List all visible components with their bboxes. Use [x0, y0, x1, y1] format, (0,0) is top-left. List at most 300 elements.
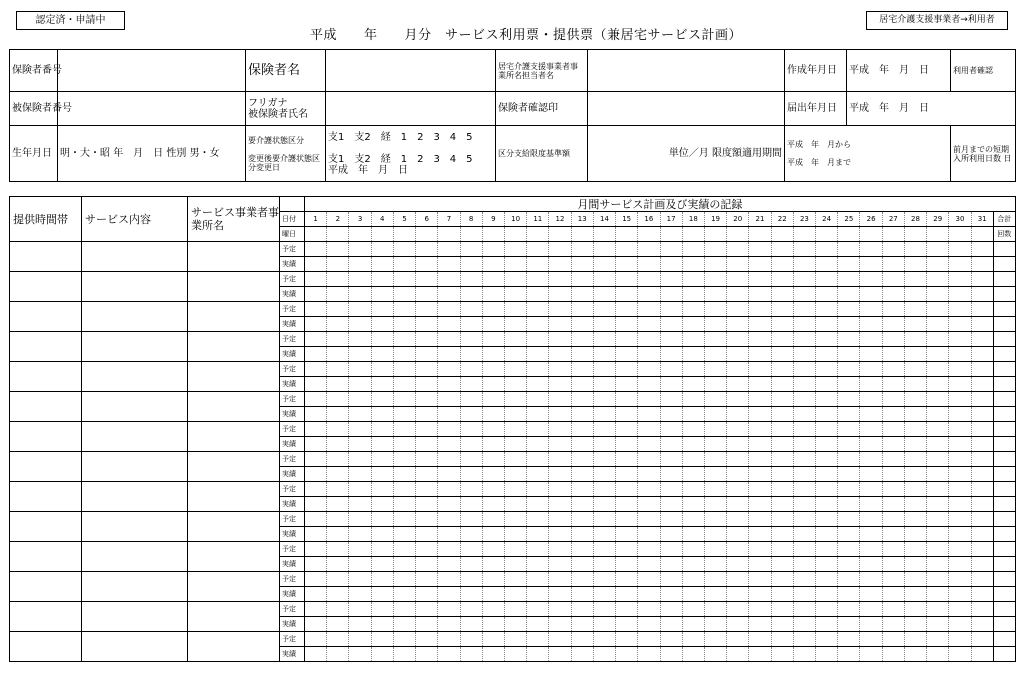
- plan-day-cell[interactable]: [882, 542, 904, 557]
- time-cell[interactable]: [10, 572, 82, 602]
- weekday-cell[interactable]: [771, 227, 793, 242]
- plan-day-cell[interactable]: [638, 602, 660, 617]
- plan-day-cell[interactable]: [438, 632, 460, 647]
- actual-day-cell[interactable]: [504, 467, 526, 482]
- actual-day-cell[interactable]: [793, 317, 815, 332]
- actual-day-cell[interactable]: [305, 527, 327, 542]
- actual-day-cell[interactable]: [549, 557, 571, 572]
- actual-day-cell[interactable]: [393, 467, 415, 482]
- plan-day-cell[interactable]: [927, 422, 949, 437]
- plan-day-cell[interactable]: [327, 332, 349, 347]
- actual-day-cell[interactable]: [882, 317, 904, 332]
- plan-day-cell[interactable]: [571, 632, 593, 647]
- actual-day-cell[interactable]: [793, 617, 815, 632]
- actual-day-cell[interactable]: [904, 557, 926, 572]
- plan-day-cell[interactable]: [349, 512, 371, 527]
- actual-day-cell[interactable]: [460, 437, 482, 452]
- change-date[interactable]: 平成 年 月 日: [328, 164, 408, 176]
- plan-day-cell[interactable]: [371, 482, 393, 497]
- plan-day-cell[interactable]: [549, 272, 571, 287]
- insurer-check-field[interactable]: [588, 92, 785, 126]
- plan-day-cell[interactable]: [327, 542, 349, 557]
- plan-day-cell[interactable]: [882, 302, 904, 317]
- weekday-cell[interactable]: [682, 227, 704, 242]
- actual-day-cell[interactable]: [771, 347, 793, 362]
- plan-day-cell[interactable]: [816, 422, 838, 437]
- plan-day-cell[interactable]: [882, 572, 904, 587]
- actual-day-cell[interactable]: [838, 347, 860, 362]
- plan-day-cell[interactable]: [904, 512, 926, 527]
- actual-day-cell[interactable]: [949, 557, 971, 572]
- actual-day-cell[interactable]: [593, 647, 615, 662]
- plan-day-cell[interactable]: [305, 272, 327, 287]
- actual-day-cell[interactable]: [771, 317, 793, 332]
- plan-day-cell[interactable]: [549, 482, 571, 497]
- plan-day-cell[interactable]: [949, 272, 971, 287]
- actual-day-cell[interactable]: [660, 497, 682, 512]
- plan-day-cell[interactable]: [371, 242, 393, 257]
- plan-day-cell[interactable]: [549, 572, 571, 587]
- plan-day-cell[interactable]: [593, 272, 615, 287]
- plan-day-cell[interactable]: [305, 512, 327, 527]
- actual-day-cell[interactable]: [771, 557, 793, 572]
- plan-day-cell[interactable]: [882, 362, 904, 377]
- actual-day-cell[interactable]: [904, 407, 926, 422]
- actual-day-cell[interactable]: [860, 527, 882, 542]
- actual-day-cell[interactable]: [660, 437, 682, 452]
- plan-day-cell[interactable]: [416, 392, 438, 407]
- actual-day-cell[interactable]: [971, 317, 993, 332]
- plan-day-cell[interactable]: [749, 512, 771, 527]
- service-cell[interactable]: [82, 542, 188, 572]
- plan-day-cell[interactable]: [838, 332, 860, 347]
- actual-total-cell[interactable]: [993, 377, 1015, 392]
- plan-day-cell[interactable]: [949, 242, 971, 257]
- plan-total-cell[interactable]: [993, 602, 1015, 617]
- plan-day-cell[interactable]: [616, 602, 638, 617]
- actual-day-cell[interactable]: [660, 257, 682, 272]
- actual-day-cell[interactable]: [793, 587, 815, 602]
- actual-day-cell[interactable]: [927, 587, 949, 602]
- plan-day-cell[interactable]: [571, 482, 593, 497]
- actual-day-cell[interactable]: [305, 557, 327, 572]
- provider-cell[interactable]: [188, 482, 280, 512]
- plan-day-cell[interactable]: [727, 632, 749, 647]
- plan-day-cell[interactable]: [749, 572, 771, 587]
- actual-day-cell[interactable]: [305, 497, 327, 512]
- actual-day-cell[interactable]: [704, 287, 726, 302]
- period-from[interactable]: 平成 年 月から: [787, 140, 851, 149]
- actual-day-cell[interactable]: [860, 407, 882, 422]
- plan-day-cell[interactable]: [504, 422, 526, 437]
- actual-day-cell[interactable]: [460, 527, 482, 542]
- plan-total-cell[interactable]: [993, 482, 1015, 497]
- actual-day-cell[interactable]: [860, 377, 882, 392]
- plan-day-cell[interactable]: [438, 332, 460, 347]
- plan-day-cell[interactable]: [704, 332, 726, 347]
- plan-day-cell[interactable]: [793, 362, 815, 377]
- plan-day-cell[interactable]: [393, 302, 415, 317]
- actual-day-cell[interactable]: [305, 287, 327, 302]
- actual-day-cell[interactable]: [327, 527, 349, 542]
- actual-day-cell[interactable]: [971, 647, 993, 662]
- actual-day-cell[interactable]: [393, 347, 415, 362]
- actual-day-cell[interactable]: [660, 287, 682, 302]
- actual-day-cell[interactable]: [549, 617, 571, 632]
- actual-day-cell[interactable]: [838, 467, 860, 482]
- actual-day-cell[interactable]: [504, 347, 526, 362]
- plan-day-cell[interactable]: [460, 392, 482, 407]
- service-cell[interactable]: [82, 632, 188, 662]
- plan-day-cell[interactable]: [349, 302, 371, 317]
- actual-day-cell[interactable]: [638, 617, 660, 632]
- actual-day-cell[interactable]: [749, 317, 771, 332]
- actual-day-cell[interactable]: [638, 257, 660, 272]
- actual-day-cell[interactable]: [460, 617, 482, 632]
- actual-day-cell[interactable]: [571, 437, 593, 452]
- era-options[interactable]: 明・大・昭: [60, 148, 110, 159]
- plan-day-cell[interactable]: [771, 602, 793, 617]
- actual-day-cell[interactable]: [504, 557, 526, 572]
- plan-day-cell[interactable]: [460, 482, 482, 497]
- actual-day-cell[interactable]: [882, 527, 904, 542]
- actual-day-cell[interactable]: [393, 287, 415, 302]
- time-cell[interactable]: [10, 242, 82, 272]
- plan-day-cell[interactable]: [460, 542, 482, 557]
- actual-day-cell[interactable]: [438, 257, 460, 272]
- actual-day-cell[interactable]: [660, 347, 682, 362]
- plan-day-cell[interactable]: [571, 572, 593, 587]
- plan-day-cell[interactable]: [727, 392, 749, 407]
- plan-day-cell[interactable]: [527, 362, 549, 377]
- actual-day-cell[interactable]: [971, 527, 993, 542]
- actual-day-cell[interactable]: [727, 557, 749, 572]
- actual-day-cell[interactable]: [949, 257, 971, 272]
- actual-day-cell[interactable]: [971, 257, 993, 272]
- plan-day-cell[interactable]: [838, 542, 860, 557]
- plan-day-cell[interactable]: [860, 632, 882, 647]
- provider-cell[interactable]: [188, 362, 280, 392]
- actual-day-cell[interactable]: [371, 527, 393, 542]
- actual-day-cell[interactable]: [571, 377, 593, 392]
- actual-day-cell[interactable]: [949, 437, 971, 452]
- plan-day-cell[interactable]: [438, 542, 460, 557]
- actual-day-cell[interactable]: [371, 317, 393, 332]
- actual-day-cell[interactable]: [549, 587, 571, 602]
- plan-day-cell[interactable]: [838, 272, 860, 287]
- weekday-cell[interactable]: [305, 227, 327, 242]
- plan-day-cell[interactable]: [416, 332, 438, 347]
- plan-day-cell[interactable]: [860, 272, 882, 287]
- actual-day-cell[interactable]: [927, 347, 949, 362]
- actual-day-cell[interactable]: [327, 407, 349, 422]
- actual-day-cell[interactable]: [305, 317, 327, 332]
- provider-cell[interactable]: [188, 242, 280, 272]
- actual-day-cell[interactable]: [482, 317, 504, 332]
- plan-day-cell[interactable]: [527, 302, 549, 317]
- actual-day-cell[interactable]: [749, 407, 771, 422]
- plan-day-cell[interactable]: [927, 572, 949, 587]
- plan-day-cell[interactable]: [327, 572, 349, 587]
- plan-day-cell[interactable]: [327, 482, 349, 497]
- actual-day-cell[interactable]: [793, 497, 815, 512]
- actual-day-cell[interactable]: [749, 467, 771, 482]
- actual-total-cell[interactable]: [993, 527, 1015, 542]
- plan-day-cell[interactable]: [749, 422, 771, 437]
- plan-day-cell[interactable]: [349, 332, 371, 347]
- actual-day-cell[interactable]: [371, 257, 393, 272]
- time-cell[interactable]: [10, 452, 82, 482]
- service-cell[interactable]: [82, 452, 188, 482]
- actual-day-cell[interactable]: [904, 587, 926, 602]
- actual-day-cell[interactable]: [971, 437, 993, 452]
- actual-day-cell[interactable]: [349, 317, 371, 332]
- actual-day-cell[interactable]: [371, 497, 393, 512]
- weekday-cell[interactable]: [616, 227, 638, 242]
- actual-day-cell[interactable]: [949, 647, 971, 662]
- actual-day-cell[interactable]: [527, 407, 549, 422]
- plan-day-cell[interactable]: [438, 302, 460, 317]
- plan-day-cell[interactable]: [504, 362, 526, 377]
- plan-day-cell[interactable]: [904, 632, 926, 647]
- plan-day-cell[interactable]: [482, 632, 504, 647]
- actual-day-cell[interactable]: [482, 257, 504, 272]
- provider-cell[interactable]: [188, 452, 280, 482]
- plan-day-cell[interactable]: [504, 632, 526, 647]
- plan-day-cell[interactable]: [660, 512, 682, 527]
- plan-day-cell[interactable]: [349, 602, 371, 617]
- plan-day-cell[interactable]: [482, 512, 504, 527]
- plan-day-cell[interactable]: [771, 572, 793, 587]
- actual-day-cell[interactable]: [349, 497, 371, 512]
- plan-day-cell[interactable]: [660, 392, 682, 407]
- actual-day-cell[interactable]: [838, 617, 860, 632]
- actual-day-cell[interactable]: [571, 497, 593, 512]
- actual-day-cell[interactable]: [882, 377, 904, 392]
- service-cell[interactable]: [82, 602, 188, 632]
- actual-day-cell[interactable]: [749, 347, 771, 362]
- plan-day-cell[interactable]: [438, 422, 460, 437]
- actual-day-cell[interactable]: [416, 617, 438, 632]
- plan-day-cell[interactable]: [971, 332, 993, 347]
- plan-day-cell[interactable]: [727, 512, 749, 527]
- actual-day-cell[interactable]: [371, 287, 393, 302]
- actual-day-cell[interactable]: [416, 557, 438, 572]
- time-cell[interactable]: [10, 302, 82, 332]
- user-confirm[interactable]: 利用者確認: [951, 50, 1016, 92]
- plan-day-cell[interactable]: [882, 452, 904, 467]
- plan-day-cell[interactable]: [393, 572, 415, 587]
- actual-day-cell[interactable]: [771, 377, 793, 392]
- actual-day-cell[interactable]: [882, 497, 904, 512]
- actual-day-cell[interactable]: [749, 257, 771, 272]
- actual-total-cell[interactable]: [993, 617, 1015, 632]
- actual-day-cell[interactable]: [504, 407, 526, 422]
- plan-total-cell[interactable]: [993, 512, 1015, 527]
- actual-day-cell[interactable]: [749, 377, 771, 392]
- plan-day-cell[interactable]: [682, 242, 704, 257]
- plan-day-cell[interactable]: [638, 482, 660, 497]
- actual-day-cell[interactable]: [971, 287, 993, 302]
- actual-day-cell[interactable]: [749, 527, 771, 542]
- plan-day-cell[interactable]: [438, 452, 460, 467]
- actual-day-cell[interactable]: [816, 557, 838, 572]
- actual-day-cell[interactable]: [682, 347, 704, 362]
- plan-day-cell[interactable]: [971, 482, 993, 497]
- actual-day-cell[interactable]: [371, 647, 393, 662]
- plan-day-cell[interactable]: [771, 332, 793, 347]
- weekday-cell[interactable]: [482, 227, 504, 242]
- plan-day-cell[interactable]: [616, 512, 638, 527]
- plan-day-cell[interactable]: [704, 392, 726, 407]
- actual-day-cell[interactable]: [349, 287, 371, 302]
- plan-day-cell[interactable]: [838, 452, 860, 467]
- actual-day-cell[interactable]: [571, 407, 593, 422]
- plan-day-cell[interactable]: [749, 602, 771, 617]
- actual-day-cell[interactable]: [593, 587, 615, 602]
- plan-day-cell[interactable]: [527, 572, 549, 587]
- actual-day-cell[interactable]: [860, 287, 882, 302]
- plan-day-cell[interactable]: [971, 572, 993, 587]
- actual-day-cell[interactable]: [727, 467, 749, 482]
- plan-day-cell[interactable]: [371, 272, 393, 287]
- sex-options[interactable]: 男・女: [189, 148, 220, 159]
- actual-day-cell[interactable]: [527, 617, 549, 632]
- actual-day-cell[interactable]: [571, 287, 593, 302]
- actual-day-cell[interactable]: [438, 497, 460, 512]
- actual-day-cell[interactable]: [793, 407, 815, 422]
- actual-day-cell[interactable]: [327, 287, 349, 302]
- plan-day-cell[interactable]: [882, 482, 904, 497]
- plan-day-cell[interactable]: [638, 542, 660, 557]
- actual-day-cell[interactable]: [527, 317, 549, 332]
- actual-day-cell[interactable]: [727, 287, 749, 302]
- actual-day-cell[interactable]: [860, 437, 882, 452]
- plan-day-cell[interactable]: [793, 302, 815, 317]
- actual-day-cell[interactable]: [949, 377, 971, 392]
- plan-day-cell[interactable]: [482, 422, 504, 437]
- plan-day-cell[interactable]: [838, 242, 860, 257]
- plan-day-cell[interactable]: [793, 482, 815, 497]
- plan-day-cell[interactable]: [860, 482, 882, 497]
- actual-day-cell[interactable]: [616, 617, 638, 632]
- actual-day-cell[interactable]: [371, 557, 393, 572]
- plan-day-cell[interactable]: [549, 602, 571, 617]
- plan-day-cell[interactable]: [904, 542, 926, 557]
- plan-day-cell[interactable]: [527, 602, 549, 617]
- plan-day-cell[interactable]: [860, 512, 882, 527]
- plan-day-cell[interactable]: [593, 572, 615, 587]
- actual-day-cell[interactable]: [882, 347, 904, 362]
- plan-day-cell[interactable]: [305, 542, 327, 557]
- time-cell[interactable]: [10, 482, 82, 512]
- plan-day-cell[interactable]: [416, 482, 438, 497]
- plan-day-cell[interactable]: [971, 422, 993, 437]
- plan-day-cell[interactable]: [638, 332, 660, 347]
- actual-day-cell[interactable]: [638, 527, 660, 542]
- plan-day-cell[interactable]: [749, 302, 771, 317]
- actual-day-cell[interactable]: [949, 617, 971, 632]
- actual-day-cell[interactable]: [438, 467, 460, 482]
- short-stay-field[interactable]: [951, 126, 1016, 182]
- plan-day-cell[interactable]: [593, 422, 615, 437]
- plan-day-cell[interactable]: [727, 602, 749, 617]
- plan-day-cell[interactable]: [549, 542, 571, 557]
- actual-day-cell[interactable]: [371, 407, 393, 422]
- actual-day-cell[interactable]: [949, 317, 971, 332]
- plan-day-cell[interactable]: [904, 422, 926, 437]
- plan-day-cell[interactable]: [371, 542, 393, 557]
- plan-day-cell[interactable]: [327, 602, 349, 617]
- actual-day-cell[interactable]: [416, 317, 438, 332]
- plan-day-cell[interactable]: [327, 452, 349, 467]
- plan-day-cell[interactable]: [638, 452, 660, 467]
- plan-day-cell[interactable]: [416, 542, 438, 557]
- plan-total-cell[interactable]: [993, 542, 1015, 557]
- actual-day-cell[interactable]: [793, 647, 815, 662]
- plan-day-cell[interactable]: [749, 542, 771, 557]
- actual-day-cell[interactable]: [838, 647, 860, 662]
- plan-day-cell[interactable]: [749, 242, 771, 257]
- plan-day-cell[interactable]: [504, 242, 526, 257]
- actual-day-cell[interactable]: [460, 317, 482, 332]
- plan-day-cell[interactable]: [349, 542, 371, 557]
- plan-day-cell[interactable]: [305, 482, 327, 497]
- plan-day-cell[interactable]: [504, 602, 526, 617]
- plan-day-cell[interactable]: [438, 482, 460, 497]
- plan-day-cell[interactable]: [460, 272, 482, 287]
- plan-day-cell[interactable]: [549, 242, 571, 257]
- service-cell[interactable]: [82, 362, 188, 392]
- actual-day-cell[interactable]: [816, 317, 838, 332]
- provider-cell[interactable]: [188, 332, 280, 362]
- actual-day-cell[interactable]: [504, 317, 526, 332]
- actual-day-cell[interactable]: [704, 317, 726, 332]
- actual-day-cell[interactable]: [793, 437, 815, 452]
- plan-day-cell[interactable]: [838, 482, 860, 497]
- actual-day-cell[interactable]: [549, 437, 571, 452]
- plan-day-cell[interactable]: [816, 632, 838, 647]
- plan-day-cell[interactable]: [704, 452, 726, 467]
- plan-day-cell[interactable]: [904, 602, 926, 617]
- plan-day-cell[interactable]: [504, 482, 526, 497]
- actual-day-cell[interactable]: [816, 647, 838, 662]
- plan-day-cell[interactable]: [371, 422, 393, 437]
- plan-day-cell[interactable]: [660, 272, 682, 287]
- plan-day-cell[interactable]: [771, 542, 793, 557]
- plan-day-cell[interactable]: [860, 332, 882, 347]
- actual-day-cell[interactable]: [460, 257, 482, 272]
- plan-day-cell[interactable]: [460, 452, 482, 467]
- actual-day-cell[interactable]: [616, 437, 638, 452]
- actual-day-cell[interactable]: [327, 557, 349, 572]
- plan-day-cell[interactable]: [593, 362, 615, 377]
- plan-day-cell[interactable]: [371, 392, 393, 407]
- plan-day-cell[interactable]: [704, 422, 726, 437]
- plan-day-cell[interactable]: [727, 572, 749, 587]
- actual-day-cell[interactable]: [927, 647, 949, 662]
- plan-day-cell[interactable]: [704, 302, 726, 317]
- actual-day-cell[interactable]: [860, 467, 882, 482]
- plan-day-cell[interactable]: [593, 602, 615, 617]
- plan-day-cell[interactable]: [704, 572, 726, 587]
- actual-day-cell[interactable]: [749, 557, 771, 572]
- plan-day-cell[interactable]: [393, 452, 415, 467]
- actual-day-cell[interactable]: [305, 617, 327, 632]
- actual-day-cell[interactable]: [838, 377, 860, 392]
- plan-day-cell[interactable]: [971, 452, 993, 467]
- plan-day-cell[interactable]: [704, 512, 726, 527]
